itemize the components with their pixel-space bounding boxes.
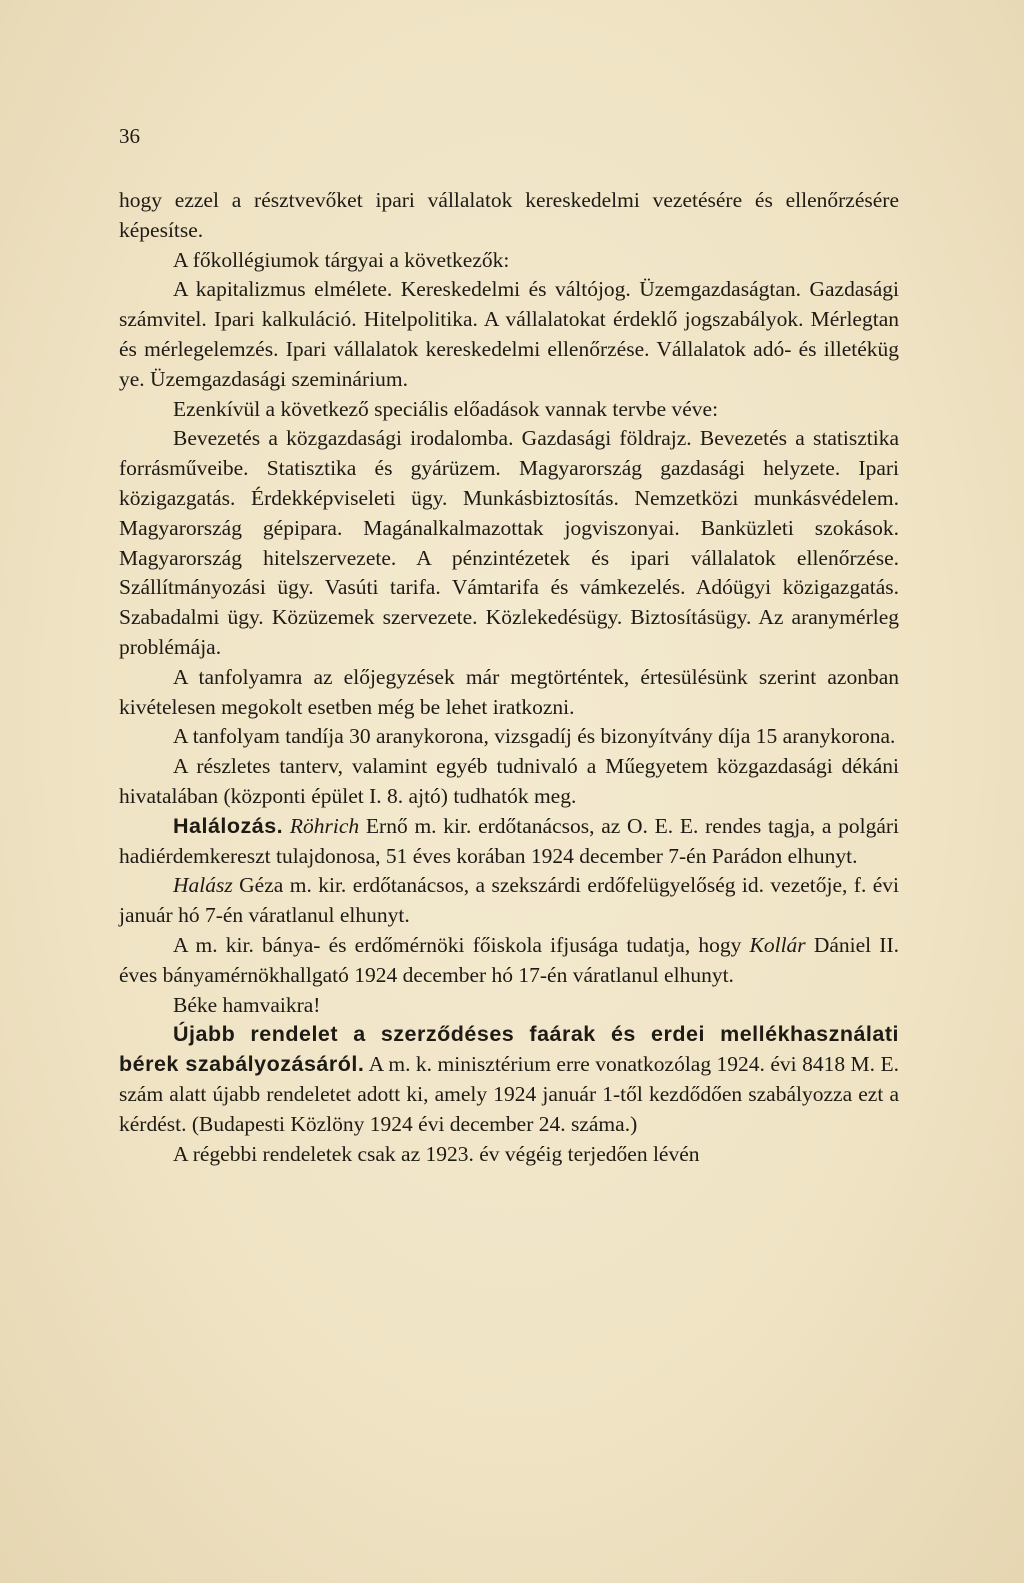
paragraph-special-lectures-list: Bevezetés a közgazdasági irodalomba. Gazdasági földrajz. Bevezetés a statisztika forrásműveibe. Statisztika és gyárüzem. Magyarország gazdasági helyzete. Ipari közigazgatás. Érdekképviseleti ügy. Munkásbiztosítás. Nemzetközi munkásvédelem. Magyarország gépipara. Magánalkalmazottak jogviszonyai. Banküzleti szokások. Magyarország hitelszervezete. A pénzintézetek és ipari vállalatok ellenőrzése. Szállítmányozási ügy. Vasúti tarifa. Vámtarifa és vámkezelés. Adóügyi közigazgatás. Szabadalmi ügy. Közüzemek szervezete. Közlekedésügy. Biztosításügy. Az aranymérleg problémája. [119,426,899,659]
obituary-heading: Halálozás. [173,813,284,838]
paragraph-main-courses-heading: A főkollégiumok tárgyai a következők: [173,247,510,272]
decree-last-line: A régebbi rendeletek csak az 1923. év végéig terjedően lévén [173,1141,700,1166]
decree-heading: Újabb rendelet a szerződéses faárak és erdei mellékhasználati bérek szabályozásáról. [119,1022,899,1077]
paragraph-intro: hogy ezzel a résztvevőket ipari vállalatok kereskedelmi vezetésére és ellenőrzésére képesítse. [119,188,899,242]
page-body [119,186,899,1169]
obituary-text-3a: A m. kir. bánya- és erdőmérnöki főiskola ifjusága tudatja, hogy [173,932,742,957]
obituary-text-3b: Dániel II. éves bányamérnökhallgató 1924 december hó 17-én váratlanul elhunyt. [119,932,899,987]
obituary-text-1: Ernő m. kir. erdőtanácsos, az O. E. E. rendes tagja, a polgári hadiérdemkereszt tulajdonosa, 51 éves korában 1924 december 7-én Parádon elhunyt. [119,813,900,868]
paragraph-tuition: A tanfolyam tandíja 30 aranykorona, vizsgadíj és bizonyítvány díja 15 aranykorona. [173,724,896,749]
page-number: 36 [119,124,140,148]
obituary-closing: Béke hamvaikra! [173,992,321,1017]
decree-text: A m. k. minisztérium erre vonatkozólag 1924. évi 8418 M. E. szám alatt újabb rendeletet adott ki, amely 1924 január 1-től kezdődően szabályozza ezt a kérdést. (Budapesti Közlöny 1924 évi december 24. száma.) [119,1052,899,1136]
paragraph-registration: A tanfolyamra az előjegyzések már megtörténtek, értesülésünk szerint azonban kivételesen megokolt esetben még be lehet iratkozni. [119,664,899,719]
obituary-name-1: Röhrich [289,813,360,838]
paragraph-special-lectures-heading: Ezenkívül a következő speciális előadások vannak tervbe véve: [173,396,719,421]
obituary-text-2: Géza m. kir. erdőtanácsos, a szekszárdi erdőfelügyelőség id. vezetője, f. évi január hó 7-én váratlanul elhunyt. [119,873,900,928]
obituary-paragraph-2 [119,871,899,931]
paragraph-curriculum-info: A részletes tanterv, valamint egyéb tudnivaló a Műegyetem közgazdasági dékáni hivatalában (központi épület I. 8. ajtó) tudhatók meg. [119,754,899,808]
obituary-name-3: Kollár [749,932,806,957]
paragraph-main-courses-list: A kapitalizmus elmélete. Kereskedelmi és váltójog. Üzemgazdaságtan. Gazdasági számvitel. Ipari kalkuláció. Hitelpolitika. A vállalatokat érdeklő jogszabályok. Mérlegtan és mérlegelemzés. Ipari vállalatok kereskedelmi ellenőrzése. Vállalatok adó- és illetéküg ye. Üzemgazdasági szeminárium. [119,277,899,391]
obituary-name-2: Halász [173,873,233,898]
decree-paragraph [119,1020,899,1139]
obituary-paragraph-1 [119,812,899,872]
obituary-paragraph-3 [119,931,899,991]
